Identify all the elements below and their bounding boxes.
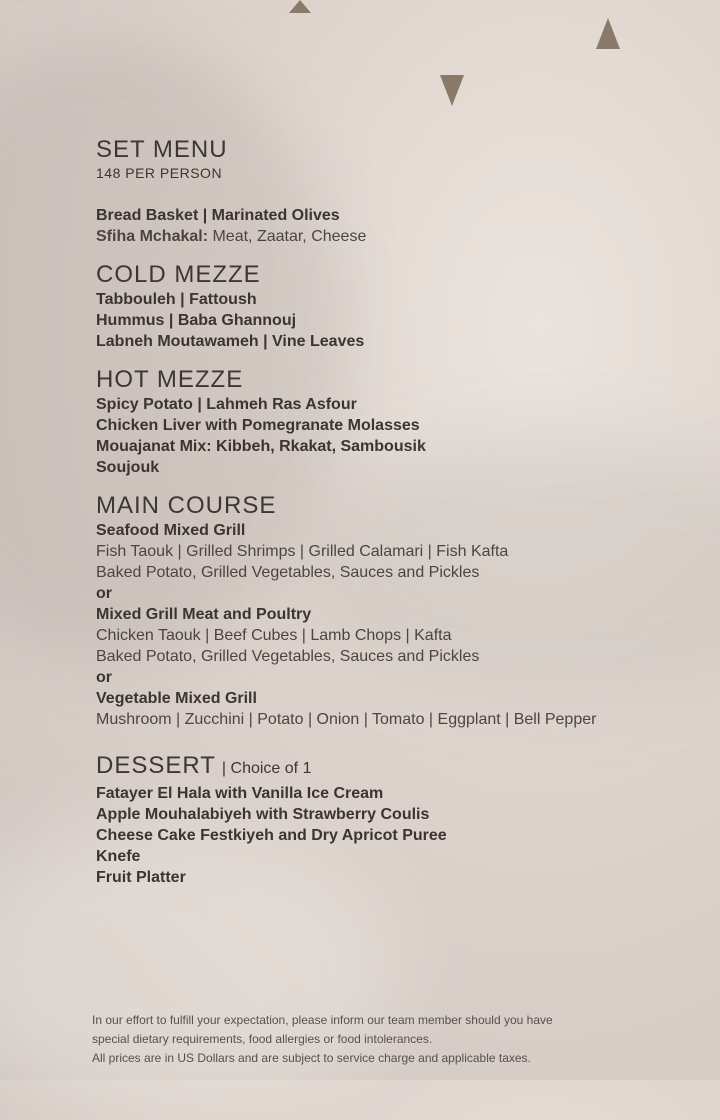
dessert-item: Fatayer El Hala with Vanilla Ice Cream <box>96 785 384 802</box>
footer-line: All prices are in US Dollars and are subject to service charge and applicable taxes. <box>92 1051 531 1065</box>
dessert-item: Cheese Cake Festkiyeh and Dry Apricot Puree <box>96 827 447 844</box>
dessert-item: Knefe <box>96 848 141 865</box>
main-option-sides: Baked Potato, Grilled Vegetables, Sauces and Pickles <box>96 564 480 581</box>
main-option-name: Vegetable Mixed Grill <box>96 690 257 707</box>
hot-mezze-title: HOT MEZZE <box>96 366 244 393</box>
footer-note <box>92 1011 652 1068</box>
cold-mezze-item: Labneh Moutawameh | Vine Leaves <box>96 333 365 350</box>
dessert-choice-note: | Choice of 1 <box>221 760 312 777</box>
starter-item-name: Sfiha Mchakal: <box>96 228 209 245</box>
hot-mezze-item: Soujouk <box>96 459 160 476</box>
cold-mezze-item: Tabbouleh | Fattoush <box>96 291 257 308</box>
menu-title: SET MENU <box>96 136 228 163</box>
main-option-details: Mushroom | Zucchini | Potato | Onion | Tomato | Eggplant | Bell Pepper <box>96 711 597 728</box>
main-option-details: Chicken Taouk | Beef Cubes | Lamb Chops | Kafta <box>96 627 452 644</box>
main-course-title: MAIN COURSE <box>96 492 277 519</box>
cold-mezze-title: COLD MEZZE <box>96 261 261 288</box>
hot-mezze-item: Spicy Potato | Lahmeh Ras Asfour <box>96 396 357 413</box>
menu-price: 148 PER PERSON <box>96 165 223 181</box>
dessert-item: Apple Mouhalabiyeh with Strawberry Coulis <box>96 806 430 823</box>
or-separator: or <box>96 669 112 686</box>
footer-line: In our effort to fulfill your expectation, please inform our team member should you have <box>92 1013 553 1027</box>
set-menu <box>96 136 696 888</box>
footer-line: special dietary requirements, food allergies or food intolerances. <box>92 1032 433 1046</box>
starter-item <box>96 226 696 247</box>
main-option-details: Fish Taouk | Grilled Shrimps | Grilled Calamari | Fish Kafta <box>96 543 509 560</box>
dessert-item: Fruit Platter <box>96 869 186 886</box>
starter-item-details: Meat, Zaatar, Cheese <box>208 228 367 245</box>
cold-mezze-item: Hummus | Baba Ghannouj <box>96 312 297 329</box>
dessert-title <box>96 752 696 783</box>
main-option-sides: Baked Potato, Grilled Vegetables, Sauces and Pickles <box>96 648 480 665</box>
dessert-title-text: DESSERT <box>96 752 216 779</box>
main-option-name: Mixed Grill Meat and Poultry <box>96 606 312 623</box>
or-separator: or <box>96 585 112 602</box>
triangle-decoration-icon <box>440 75 464 106</box>
main-option-name: Seafood Mixed Grill <box>96 522 246 539</box>
triangle-decoration-icon <box>289 0 311 13</box>
hot-mezze-item: Chicken Liver with Pomegranate Molasses <box>96 417 420 434</box>
starter-item: Bread Basket | Marinated Olives <box>96 207 340 224</box>
triangle-decoration-icon <box>596 18 620 49</box>
hot-mezze-item: Mouajanat Mix: Kibbeh, Rkakat, Sambousik <box>96 438 426 455</box>
